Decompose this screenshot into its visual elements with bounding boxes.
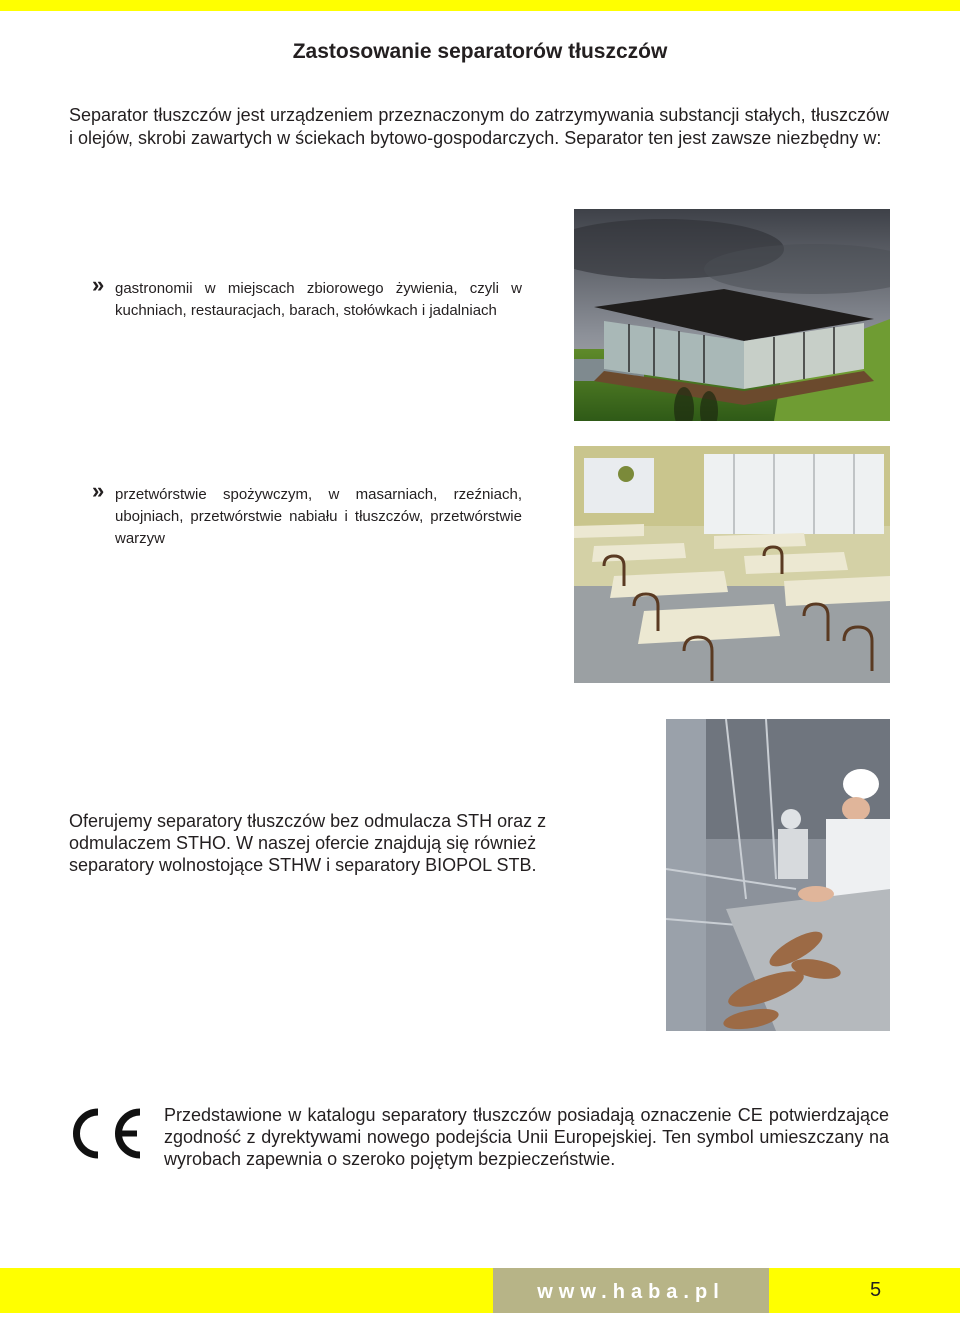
bullet-text: przetwórstwie spożywczym, w masarniach, rzeźniach, ubojniach, przetwórstwie nabiału i tłuszczów, przetwórstwie warzyw	[115, 486, 522, 547]
restaurant-photo	[574, 209, 890, 421]
bullet-text: gastronomii w miejscach zbiorowego żywienia, czyli w kuchniach, restauracjach, barach, stołówkach i jadalniach	[115, 280, 522, 319]
ce-paragraph: Przedstawione w katalogu separatory tłuszczów posiadają oznaczenie CE potwierdzające zgodność z dyrektywami nowego podejścia Unii Europejskiej. Ten symbol umieszczany na wyrobach zapewnia o szeroko pojętym bezpieczeństwie.	[164, 1105, 889, 1169]
page-title: Zastosowanie separatorów tłuszczów	[292, 40, 668, 63]
bullet-item-food-processing	[92, 478, 522, 550]
website-link[interactable]: www.haba.pl	[493, 1268, 769, 1313]
canteen-photo	[574, 446, 890, 683]
meat-processing-photo	[666, 719, 890, 1031]
intro-paragraph: Separator tłuszczów jest urządzeniem przeznaczonym do zatrzymywania substancji stałych, tłuszczów i olejów, skrobi zawartych w ściekach bytowo-gospodarczych. Separator ten jest zawsze niezbędny w:	[69, 105, 889, 148]
ce-mark-icon	[68, 1106, 144, 1161]
offer-paragraph: Oferujemy separatory tłuszczów bez odmulacza STH oraz z odmulaczem STHO. W naszej ofercie znajdują się również separatory wolnostojące STHW i separatory BIOPOL STB.	[69, 811, 547, 875]
bullet-item-gastronomy	[92, 272, 522, 322]
double-chevron-icon: »	[92, 272, 105, 297]
top-accent-bar	[0, 0, 960, 11]
double-chevron-icon: »	[92, 478, 105, 503]
page-number: 5	[870, 1279, 882, 1301]
footer-bar	[0, 1268, 960, 1313]
